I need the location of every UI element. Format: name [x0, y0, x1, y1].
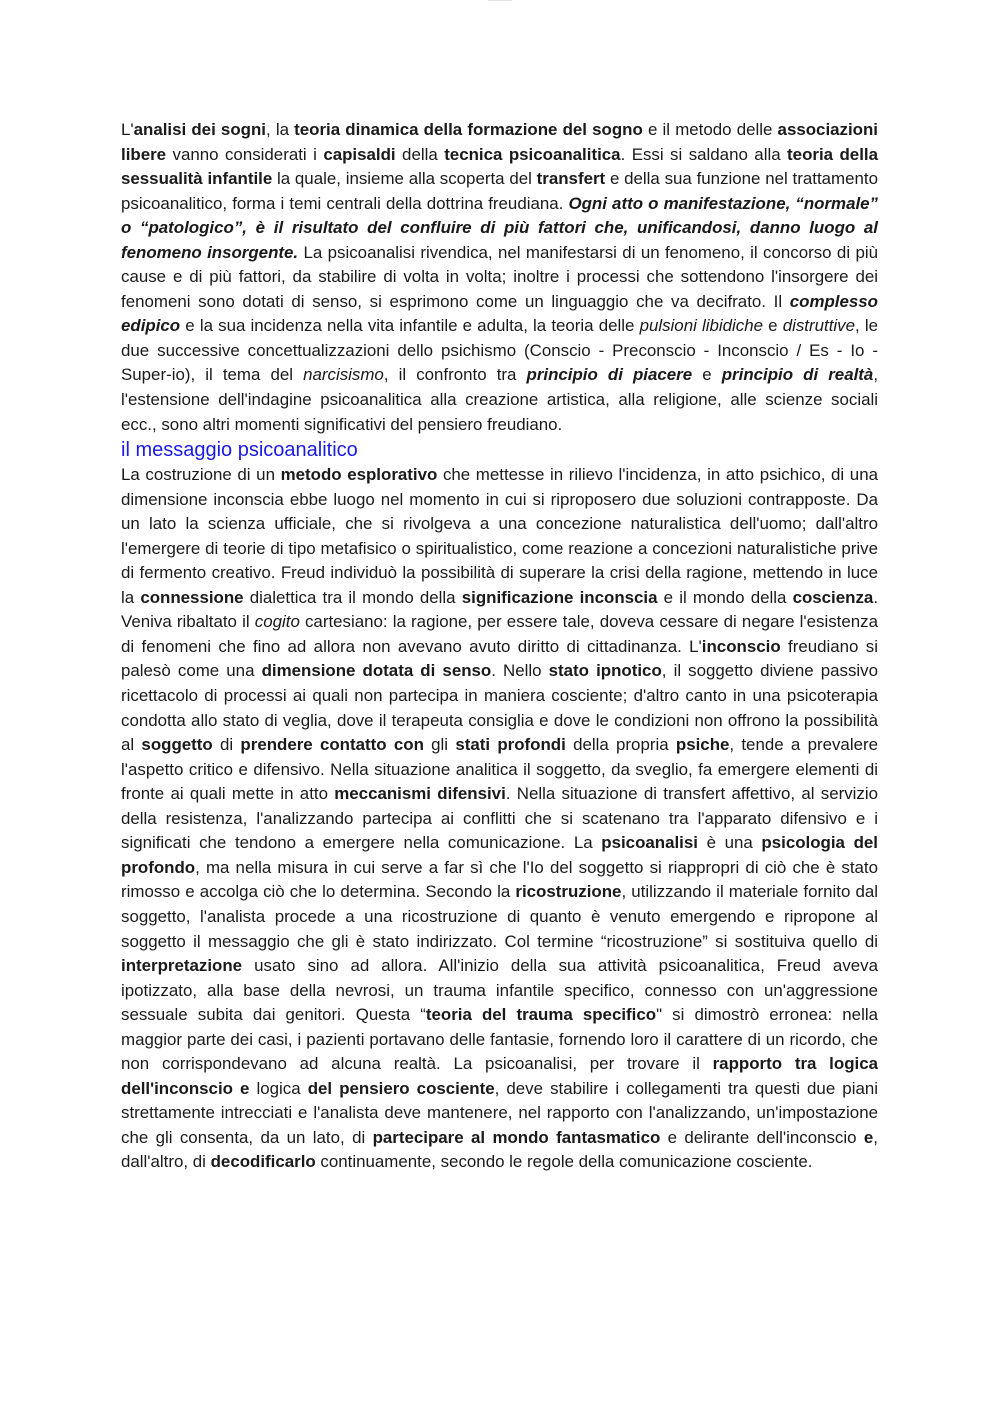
text-run: e il metodo delle: [642, 120, 778, 139]
text-run: soggetto: [141, 735, 213, 755]
text-run: principio di realtà: [721, 365, 874, 385]
text-run: stato ipnotico: [548, 661, 662, 681]
text-run: della propria: [565, 735, 676, 755]
text-run: e il mondo della: [657, 587, 793, 607]
text-run: stati profondi: [455, 735, 566, 755]
text-run: e: [692, 365, 722, 385]
text-run: teoria dinamica della formazione del sogno: [294, 120, 643, 139]
text-run: vanno considerati i: [166, 144, 324, 164]
text-run: decodificarlo: [210, 1152, 316, 1172]
text-run: di: [212, 735, 241, 755]
text-run: della: [395, 144, 445, 164]
text-run: psiche: [675, 735, 730, 755]
text-run: usato sino ad allora. All'inizio della sua attività psicoanalitica, Freud aveva ipotizzato, alla base della nevrosi, un trauma infantile specifico, connesso con un'aggressione sessuale subita dai genitori. Questa “: [121, 956, 878, 1025]
text-run: tecnica psicoanalitica: [444, 144, 621, 164]
text-run: L': [121, 120, 134, 139]
text-run: , il confronto tra: [383, 365, 527, 385]
text-run: cartesiano: la ragione, per essere tale, doveva cessare di negare l'esistenza di fenomeni che fino ad allora non avevano avuto diritto di cittadinanza. L': [121, 612, 878, 656]
text-run: logica: [249, 1078, 308, 1098]
text-run: freudiano si palesò come una: [121, 636, 878, 681]
text-run: ricostruzione: [515, 882, 622, 902]
text-run: , le due successive concettualizzazioni dello psichismo (Conscio - Preconscio - Inconscio / Es - Io - Super-io), il tema del: [121, 316, 878, 385]
text-run: teoria del trauma specifico: [425, 1005, 657, 1025]
text-run: La costruzione di un: [121, 465, 281, 485]
text-run: . Nella situazione di transfert affettivo, al servizio della resistenza, l'analizzando partecipa ai conflitti che si scatenano tra l'apparato difensivo e i significati che tendono a emergere nella comunicazione. La: [121, 784, 879, 853]
text-run: psicologia del profondo: [121, 833, 878, 877]
text-run: rapporto tra logica dell'inconscio e: [121, 1054, 878, 1098]
text-run: inconscio: [701, 636, 781, 656]
text-run: connessione: [140, 587, 244, 607]
text-run: metodo esplorativo: [280, 465, 438, 485]
text-run: . Essi si saldano alla: [620, 144, 788, 164]
text-run: , l'estensione dell'indagine psicoanalitica alla creazione artistica, alla religione, alle scienze sociali ecc., sono altri momenti significativi del pensiero freudiano.: [121, 365, 879, 434]
text-run: analisi dei sogni: [133, 120, 266, 139]
text-run: , tende a prevalere l'aspetto critico e difensivo. Nella situazione analitica il soggetto, da sveglio, fa emergere elementi di fronte ai quali mette in atto: [121, 735, 878, 804]
text-run: , la: [265, 120, 295, 139]
text-run: dialettica tra il mondo della: [243, 587, 462, 607]
text-run: teoria della sessualità infantile: [121, 144, 878, 189]
text-run: Ogni atto o manifestazione, “normale” o “patologico”, è il risultato del confluire di più fattori che, unificandosi, danno luogo al fenomeno insorgente.: [121, 193, 878, 262]
header-mark: [488, 0, 512, 4]
text-run: associazioni libere: [121, 120, 878, 164]
text-run: continuamente, secondo le regole della comunicazione cosciente.: [315, 1152, 813, 1172]
text-run: . Nello: [491, 661, 549, 681]
text-run: " si dimostrò erronea: nella maggior parte dei casi, i pazienti portavano delle fantasie, fornendo loro il carattere di un ricordo, che non corrispondevano ad alcuna realtà. La psicoanalisi, per trovare il: [121, 1005, 878, 1074]
text-run: distruttive: [782, 316, 855, 336]
text-run: gli: [423, 735, 456, 755]
text-run: meccanismi difensivi: [334, 784, 506, 804]
text-run: è una: [697, 833, 762, 853]
text-run: la quale, insieme alla scoperta del: [272, 169, 537, 189]
document-page: [121, 118, 878, 1175]
text-run: , deve stabilire i collegamenti tra questi due piani strettamente intrecciati e l'analista deve mantenere, nel rapporto con l'analizzando, un'impostazione che gli consenta, da un lato, di: [121, 1078, 878, 1147]
section-heading: il messaggio psicoanalitico: [121, 439, 358, 462]
text-run: pulsioni libidiche: [639, 316, 764, 336]
text-run: narcisismo: [303, 365, 384, 385]
text-run: prendere contatto con: [240, 735, 424, 755]
intro-paragraph: [121, 118, 878, 437]
text-run: . Veniva ribaltato il: [121, 587, 879, 632]
text-run: , utilizzando il materiale fornito dal soggetto, l'analista procede a una ricostruzione di quanto è venuto emergendo e ripropone al soggetto il messaggio che gli è stato indirizzato. Col termine “ricostruzione” si sostituiva quello di: [121, 882, 878, 951]
text-run: significazione inconscia: [461, 587, 658, 607]
body-paragraph: [121, 463, 878, 1175]
text-run: principio di piacere: [526, 365, 693, 385]
text-run: dimensione dotata di senso: [261, 661, 492, 681]
text-run: , il soggetto diviene passivo ricettacolo di processi ai quali non partecipa in maniera cosciente; d'altro canto in una psicoterapia condotta allo stato di veglia, dove il terapeuta consiglia e dove le condizioni non offrono la possibilità al: [121, 661, 878, 755]
text-run: del pensiero cosciente: [307, 1078, 495, 1098]
text-run: e della sua funzione nel trattamento psicoanalitico, forma i temi centrali della dottrina freudiana.: [121, 169, 878, 213]
text-run: che mettesse in rilievo l'incidenza, in atto psichico, di una dimensione inconscia ebbe luogo nel momento in cui si riproposero due soluzioni contrapposte. Da un lato la scienza ufficiale, che si rivolgeva a una concezione naturalistica dell'uomo; dall'altro l'emergere di teorie di tipo metafisico o spiritualistico, come reazione a concezioni naturalistiche prive di fermento creativo. Freud individuò la possibilità di superare la crisi della ragione, mettendo in luce la: [121, 465, 878, 607]
text-run: e delirante dell'inconscio: [660, 1127, 864, 1147]
text-run: e: [863, 1127, 874, 1147]
text-run: complesso edipico: [121, 291, 878, 336]
text-run: La psicoanalisi rivendica, nel manifestarsi di un fenomeno, il concorso di più cause e di più fattori, da stabilire di volta in volta; inoltre i processi che sottendono l'insorgere dei fenomeni sono dotati di senso, si esprimono come un linguaggio che va decifrato. Il: [121, 242, 878, 311]
text-run: interpretazione: [121, 956, 243, 976]
text-run: capisaldi: [323, 144, 396, 164]
text-run: partecipare al mondo fantasmatico: [372, 1127, 661, 1147]
text-run: transfert: [536, 169, 606, 189]
text-run: cogito: [254, 612, 300, 632]
text-run: , dall'altro, di: [121, 1127, 878, 1172]
text-run: e la sua incidenza nella vita infantile e adulta, la teoria delle: [180, 316, 640, 336]
text-run: , ma nella misura in cui serve a far sì che l'Io del soggetto si riappropri di ciò che è stato rimosso e accolga ciò che lo determina. Secondo la: [121, 857, 878, 902]
text-run: psicoanalisi: [601, 833, 698, 853]
text-run: e: [763, 316, 783, 336]
text-run: coscienza: [792, 587, 874, 607]
